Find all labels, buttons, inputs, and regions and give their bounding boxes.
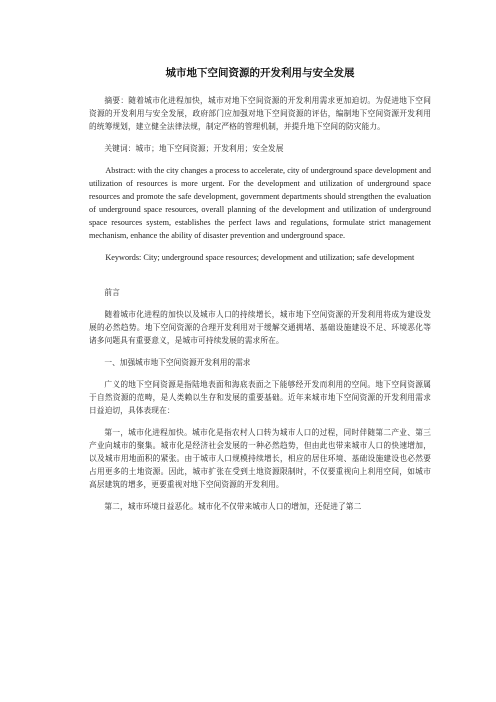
section-one-paragraph-3: 第二，城市环境日益恶化。城市化不仅带来城市人口的增加，还促进了第二 xyxy=(104,502,362,511)
abstract-chinese: 摘要：随着城市化进程加快，城市对地下空间资源的开发利用需求更加迫切。为促进地下空间资源的开发利用与安全发展，政府部门应加强对地下空间资源的评估，编制地下空间资源开发利用的统筹规划，建立健全法律法规，制定严格的管理机制，并提升地下空间的防灾能力。 xyxy=(89,96,431,131)
keywords-chinese: 关键词：城市；地下空间资源；开发利用；安全发展 xyxy=(104,144,284,153)
article-body xyxy=(89,66,431,522)
section-one-paragraph-2: 第一，城市化进程加快。城市化是指农村人口转为城市人口的过程，同时伴随第二产业、第三产业向城市的聚集。城市化是经济社会发展的一种必然趋势，但由此也带来城市人口的快速增加，以及城市用地面积的紧张。由于城市人口规模持续增长，相应的居住环境、基础设施建设也必然要占用更多的土地资源。因此，城市扩张在受到土地资源限制时，不仅要重视向上利用空间，如城市高层建筑的增多，更要重视对地下空间资源的开发利用。 xyxy=(89,428,431,489)
section-one-paragraph-1: 广义的地下空间资源是指陆地表面和海底表面之下能够经开发而利用的空间。地下空间资源属于自然资源的范畴，是人类赖以生存和发展的重要基础。近年来城市地下空间资源的开发利用需求日益迫切，具体表现在： xyxy=(89,380,431,415)
section-one-heading: 一、加强城市地下空间资源开发利用的需求 xyxy=(104,358,251,367)
article-title: 城市地下空间资源的开发利用与安全发展 xyxy=(165,67,355,79)
keywords-english: Keywords: City; underground space resources; development and utilization; safe development xyxy=(105,253,415,262)
preface-heading: 前言 xyxy=(104,288,120,297)
abstract-english: Abstract: with the city changes a process to accelerate, city of underground space development and utilization of resources is more urgent. For the development and utilization of underground space resources and promote the safe development, government departments should strengthen the evaluation of underground space resources, overall planning of the development and utilization of underground space resources system, establishes the perfect laws and regulations, formulate strict management mechanism, enhance the ability of disaster prevention and underground space. xyxy=(89,166,431,240)
section-spacer xyxy=(89,273,431,286)
preface-paragraph: 随着城市化进程的加快以及城市人口的持续增长，城市地下空间资源的开发利用将成为建设发展的必然趋势。地下空间资源的合理开发利用对于缓解交通拥堵、基础设施建设不足、环境恶化等诸多问题具有重要意义，是城市可持续发展的需求所在。 xyxy=(89,310,431,345)
